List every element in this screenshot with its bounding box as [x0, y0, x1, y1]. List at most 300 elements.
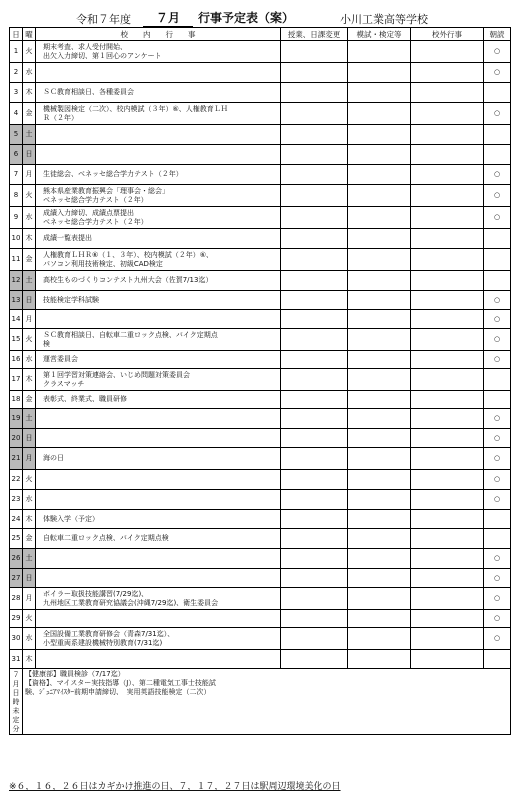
day-number-cell: 6	[10, 145, 23, 165]
morning-reading-cell	[484, 448, 511, 470]
exam-cell	[348, 329, 411, 351]
class-change-cell	[281, 490, 348, 510]
external-event-cell	[411, 369, 484, 391]
event-line: 体験入学（予定）	[43, 514, 99, 523]
class-change-cell	[281, 291, 348, 310]
event-line: 技能検定学科試験	[43, 295, 99, 304]
class-change-cell	[281, 310, 348, 329]
class-change-cell	[281, 391, 348, 409]
exam-cell	[348, 490, 411, 510]
exam-cell	[348, 429, 411, 448]
external-event-cell	[411, 310, 484, 329]
events-cell	[36, 165, 281, 185]
events-cell	[36, 448, 281, 470]
class-change-cell	[281, 229, 348, 249]
reading-mark: ○	[493, 314, 501, 323]
weekday-cell: 日	[23, 145, 36, 165]
events-cell	[36, 271, 281, 291]
morning-reading-cell	[484, 329, 511, 351]
day-number-cell: 13	[10, 291, 23, 310]
exam-cell	[348, 470, 411, 490]
day-row	[10, 588, 511, 610]
weekday-cell: 金	[23, 249, 36, 271]
external-event-cell	[411, 490, 484, 510]
weekday-cell: 火	[23, 185, 36, 207]
day-number-cell: 10	[10, 229, 23, 249]
class-change-cell	[281, 448, 348, 470]
day-number-cell: 22	[10, 470, 23, 490]
day-row	[10, 429, 511, 448]
morning-reading-cell	[484, 145, 511, 165]
day-row	[10, 628, 511, 650]
morning-reading-cell	[484, 310, 511, 329]
external-event-cell	[411, 429, 484, 448]
day-row	[10, 650, 511, 669]
events-cell	[36, 103, 281, 125]
exam-cell	[348, 549, 411, 569]
reading-mark: ○	[493, 634, 501, 642]
exam-cell	[348, 229, 411, 249]
day-row	[10, 41, 511, 63]
class-change-cell	[281, 125, 348, 145]
event-line: 表彰式、終業式、職員研修	[43, 395, 127, 403]
weekday-cell: 金	[23, 391, 36, 409]
day-row	[10, 165, 511, 185]
reading-mark: ○	[493, 554, 501, 562]
day-row	[10, 470, 511, 490]
event-line: パソコン利用技術検定、初級CAD検定	[43, 259, 163, 268]
weekday-cell: 水	[23, 207, 36, 229]
external-event-cell	[411, 610, 484, 628]
event-line: ベネッセ総合学力テスト（２年）	[43, 217, 148, 226]
exam-cell	[348, 610, 411, 628]
day-row	[10, 291, 511, 310]
day-number-cell: 31	[10, 650, 23, 669]
weekday-cell: 火	[23, 470, 36, 490]
morning-reading-cell	[484, 628, 511, 650]
weekday-cell: 木	[23, 229, 36, 249]
event-line: クラスマッチ	[43, 379, 85, 388]
events-cell	[36, 610, 281, 628]
reading-mark: ○	[493, 335, 501, 343]
events-cell	[36, 429, 281, 448]
col-header-class-changes: 授業、日課変更	[281, 28, 348, 41]
exam-cell	[348, 529, 411, 549]
exam-cell	[348, 369, 411, 391]
events-cell	[36, 569, 281, 588]
col-header-exams: 模試・検定等	[348, 28, 411, 41]
exam-cell	[348, 185, 411, 207]
reading-mark: ○	[493, 355, 501, 363]
day-number-cell: 14	[10, 310, 23, 329]
day-row	[10, 271, 511, 291]
exam-cell	[348, 628, 411, 650]
external-event-cell	[411, 271, 484, 291]
day-number-cell: 16	[10, 351, 23, 369]
morning-reading-cell	[484, 470, 511, 490]
external-event-cell	[411, 207, 484, 229]
exam-cell	[348, 207, 411, 229]
morning-reading-cell	[484, 185, 511, 207]
exam-cell	[348, 103, 411, 125]
exam-cell	[348, 310, 411, 329]
weekday-cell: 土	[23, 125, 36, 145]
event-line: 全国設備工業教育研修会（青森7/31迄）、	[43, 629, 175, 638]
weekday-cell: 木	[23, 650, 36, 669]
day-row	[10, 329, 511, 351]
day-number-cell: 4	[10, 103, 23, 125]
reading-mark: ○	[493, 109, 501, 117]
day-row	[10, 490, 511, 510]
weekday-cell: 火	[23, 610, 36, 628]
event-line: 海の日	[43, 454, 64, 462]
external-event-cell	[411, 103, 484, 125]
events-cell	[36, 125, 281, 145]
exam-cell	[348, 83, 411, 103]
col-header-day: 日	[10, 28, 23, 41]
morning-reading-cell	[484, 369, 511, 391]
external-event-cell	[411, 185, 484, 207]
morning-reading-cell	[484, 207, 511, 229]
events-cell	[36, 470, 281, 490]
morning-reading-cell	[484, 549, 511, 569]
weekday-cell: 金	[23, 103, 36, 125]
day-row	[10, 249, 511, 271]
day-number-cell: 19	[10, 409, 23, 429]
exam-cell	[348, 448, 411, 470]
schedule-table	[9, 27, 511, 735]
day-number-cell: 25	[10, 529, 23, 549]
class-change-cell	[281, 588, 348, 610]
day-number-cell: 28	[10, 588, 23, 610]
class-change-cell	[281, 271, 348, 291]
external-event-cell	[411, 229, 484, 249]
class-change-cell	[281, 145, 348, 165]
event-line: ＳＣ教育相談日、各種委員会	[43, 88, 134, 96]
day-row	[10, 185, 511, 207]
event-line: 人権教育ＬＨＲ⑥（１、３年）、校内模試（２年）⑥、	[43, 250, 214, 259]
day-number-cell: 18	[10, 391, 23, 409]
event-line: 小型重両系建設機械特別教育(7/31迄)	[43, 638, 163, 647]
reading-mark: ○	[493, 573, 501, 582]
day-number-cell: 26	[10, 549, 23, 569]
exam-cell	[348, 41, 411, 63]
external-event-cell	[411, 628, 484, 650]
external-event-cell	[411, 165, 484, 185]
day-number-cell: 20	[10, 429, 23, 448]
day-row	[10, 229, 511, 249]
class-change-cell	[281, 63, 348, 83]
day-number-cell: 7	[10, 165, 23, 185]
weekday-cell: 木	[23, 369, 36, 391]
event-line: 成績入力締切、成績点票提出	[43, 208, 134, 217]
day-row	[10, 448, 511, 470]
weekday-cell: 水	[23, 490, 36, 510]
external-event-cell	[411, 391, 484, 409]
event-line: 第１回学習対策連絡会、いじめ問題対策委員会	[43, 370, 190, 379]
morning-reading-cell	[484, 391, 511, 409]
class-change-cell	[281, 329, 348, 351]
class-change-cell	[281, 529, 348, 549]
day-row	[10, 310, 511, 329]
reading-mark: ○	[493, 295, 501, 304]
external-event-cell	[411, 351, 484, 369]
external-event-cell	[411, 409, 484, 429]
weekday-cell: 水	[23, 351, 36, 369]
weekday-cell: 土	[23, 409, 36, 429]
exam-cell	[348, 588, 411, 610]
day-row	[10, 145, 511, 165]
day-row	[10, 351, 511, 369]
reading-mark: ○	[493, 170, 501, 178]
morning-reading-cell	[484, 229, 511, 249]
reading-mark: ○	[493, 433, 501, 442]
day-number-cell: 8	[10, 185, 23, 207]
weekday-cell: 土	[23, 271, 36, 291]
morning-reading-cell	[484, 351, 511, 369]
external-event-cell	[411, 329, 484, 351]
exam-cell	[348, 271, 411, 291]
events-cell	[36, 409, 281, 429]
weekday-cell: 金	[23, 529, 36, 549]
morning-reading-cell	[484, 588, 511, 610]
undetermined-events	[23, 669, 511, 735]
day-row	[10, 610, 511, 628]
day-number-cell: 11	[10, 249, 23, 271]
class-change-cell	[281, 351, 348, 369]
fiscal-year: 令和７年度	[76, 13, 131, 26]
day-number-cell: 17	[10, 369, 23, 391]
external-event-cell	[411, 63, 484, 83]
footnote: ※６，１６，２６日はカギかけ推進の日、７，１７，２７日は駅周辺環境美化の日	[9, 782, 341, 792]
class-change-cell	[281, 369, 348, 391]
weekday-cell: 日	[23, 429, 36, 448]
event-line: 九州地区工業教育研究協議会(沖縄7/29迄)、衛生委員会	[43, 598, 219, 607]
event-line: 成績一覧表提出	[43, 234, 92, 242]
table-header-row	[10, 28, 511, 41]
weekday-cell: 月	[23, 448, 36, 470]
morning-reading-cell	[484, 291, 511, 310]
morning-reading-cell	[484, 83, 511, 103]
external-event-cell	[411, 145, 484, 165]
events-cell	[36, 529, 281, 549]
day-row	[10, 125, 511, 145]
weekday-cell: 木	[23, 83, 36, 103]
events-cell	[36, 207, 281, 229]
class-change-cell	[281, 650, 348, 669]
weekday-cell: 木	[23, 510, 36, 529]
class-change-cell	[281, 165, 348, 185]
weekday-cell: 火	[23, 41, 36, 63]
morning-reading-cell	[484, 429, 511, 448]
events-cell	[36, 549, 281, 569]
events-cell	[36, 369, 281, 391]
reading-mark: ○	[493, 213, 501, 221]
weekday-cell: 月	[23, 588, 36, 610]
day-number-cell: 3	[10, 83, 23, 103]
reading-mark: ○	[493, 68, 501, 76]
exam-cell	[348, 510, 411, 529]
external-event-cell	[411, 529, 484, 549]
exam-cell	[348, 165, 411, 185]
day-number-cell: 1	[10, 41, 23, 63]
class-change-cell	[281, 103, 348, 125]
day-row	[10, 391, 511, 409]
events-cell	[36, 41, 281, 63]
weekday-cell: 土	[23, 549, 36, 569]
class-change-cell	[281, 628, 348, 650]
events-cell	[36, 510, 281, 529]
weekday-cell: 日	[23, 569, 36, 588]
day-number-cell: 9	[10, 207, 23, 229]
external-event-cell	[411, 249, 484, 271]
day-number-cell: 12	[10, 271, 23, 291]
day-number-cell: 5	[10, 125, 23, 145]
weekday-cell: 水	[23, 63, 36, 83]
exam-cell	[348, 351, 411, 369]
events-cell	[36, 185, 281, 207]
reading-mark: ○	[493, 594, 501, 602]
event-line: 高校生ものづくりコンテスト九州大会（佐賀7/13迄）	[43, 276, 213, 284]
events-cell	[36, 628, 281, 650]
weekday-cell: 日	[23, 291, 36, 310]
undetermined-line: 験、ｼﾞｭﾆｱﾏｲｽﾀｰ前期申請締切、 実用英語技能検定（二次）	[25, 688, 211, 696]
external-event-cell	[411, 291, 484, 310]
undetermined-row	[10, 669, 511, 735]
undetermined-label: ７月日時未定分	[10, 669, 23, 735]
day-number-cell: 21	[10, 448, 23, 470]
weekday-cell: 月	[23, 310, 36, 329]
morning-reading-cell	[484, 510, 511, 529]
morning-reading-cell	[484, 409, 511, 429]
day-row	[10, 510, 511, 529]
morning-reading-cell	[484, 125, 511, 145]
page-title: 行事予定表（案）	[198, 11, 295, 25]
event-line: 自転車二重ロック点検、バイク定期点検	[43, 534, 169, 542]
external-event-cell	[411, 549, 484, 569]
external-event-cell	[411, 588, 484, 610]
day-row	[10, 529, 511, 549]
class-change-cell	[281, 610, 348, 628]
exam-cell	[348, 569, 411, 588]
event-line: 期末考査、求人受付開始、	[43, 42, 127, 51]
external-event-cell	[411, 125, 484, 145]
event-line: ボイラー取扱技能講習(7/29迄)、	[43, 589, 149, 598]
exam-cell	[348, 63, 411, 83]
external-event-cell	[411, 470, 484, 490]
events-cell	[36, 329, 281, 351]
events-cell	[36, 351, 281, 369]
morning-reading-cell	[484, 249, 511, 271]
undetermined-line: 【資格】、マイスター実技指導（J）、第二種電気工事士技能試	[25, 679, 216, 687]
class-change-cell	[281, 569, 348, 588]
day-number-cell: 2	[10, 63, 23, 83]
events-cell	[36, 63, 281, 83]
reading-mark: ○	[493, 454, 501, 462]
reading-mark: ○	[493, 614, 501, 622]
weekday-cell: 水	[23, 628, 36, 650]
exam-cell	[348, 391, 411, 409]
event-line: 機械製図検定（二次）、校内模試（３年）⑥、人権教育ＬＨ	[43, 104, 228, 113]
class-change-cell	[281, 185, 348, 207]
reading-mark: ○	[493, 475, 501, 483]
morning-reading-cell	[484, 165, 511, 185]
events-cell	[36, 229, 281, 249]
school-name: 小川工業高等学校	[340, 13, 428, 26]
external-event-cell	[411, 448, 484, 470]
day-number-cell: 30	[10, 628, 23, 650]
morning-reading-cell	[484, 63, 511, 83]
day-number-cell: 29	[10, 610, 23, 628]
day-row	[10, 569, 511, 588]
events-cell	[36, 291, 281, 310]
external-event-cell	[411, 569, 484, 588]
class-change-cell	[281, 510, 348, 529]
class-change-cell	[281, 429, 348, 448]
event-line: 運営委員会	[43, 355, 78, 363]
class-change-cell	[281, 83, 348, 103]
day-row	[10, 103, 511, 125]
class-change-cell	[281, 409, 348, 429]
month-label: ７月	[143, 9, 193, 27]
morning-reading-cell	[484, 41, 511, 63]
col-header-reading: 朝読	[484, 28, 511, 41]
event-line: Ｒ（２年）	[43, 113, 78, 122]
reading-mark: ○	[493, 47, 501, 55]
morning-reading-cell	[484, 529, 511, 549]
exam-cell	[348, 409, 411, 429]
class-change-cell	[281, 207, 348, 229]
day-number-cell: 27	[10, 569, 23, 588]
weekday-cell: 月	[23, 165, 36, 185]
col-header-external: 校外行事	[411, 28, 484, 41]
exam-cell	[348, 125, 411, 145]
external-event-cell	[411, 650, 484, 669]
event-line: ベネッセ総合学力テスト（２年）	[43, 195, 148, 204]
reading-mark: ○	[493, 191, 501, 199]
day-row	[10, 409, 511, 429]
morning-reading-cell	[484, 650, 511, 669]
title-bar	[0, 8, 521, 28]
reading-mark: ○	[493, 495, 501, 503]
day-row	[10, 83, 511, 103]
class-change-cell	[281, 249, 348, 271]
day-row	[10, 549, 511, 569]
class-change-cell	[281, 549, 348, 569]
col-header-weekday: 曜	[23, 28, 36, 41]
event-line: ＳＣ教育相談日、自転車二重ロック点検、バイク定期点	[43, 330, 218, 339]
day-number-cell: 23	[10, 490, 23, 510]
events-cell	[36, 588, 281, 610]
external-event-cell	[411, 41, 484, 63]
morning-reading-cell	[484, 490, 511, 510]
events-cell	[36, 490, 281, 510]
events-cell	[36, 650, 281, 669]
day-row	[10, 207, 511, 229]
undetermined-line: 【健康部】職員検診（7/17迄）	[25, 670, 125, 678]
exam-cell	[348, 249, 411, 271]
day-row	[10, 369, 511, 391]
events-cell	[36, 249, 281, 271]
day-number-cell: 15	[10, 329, 23, 351]
exam-cell	[348, 650, 411, 669]
event-line: 出欠入力締切、第１回心のアンケート	[43, 51, 162, 60]
event-line: 検	[43, 339, 50, 348]
morning-reading-cell	[484, 271, 511, 291]
reading-mark: ○	[493, 414, 501, 422]
exam-cell	[348, 291, 411, 310]
morning-reading-cell	[484, 610, 511, 628]
